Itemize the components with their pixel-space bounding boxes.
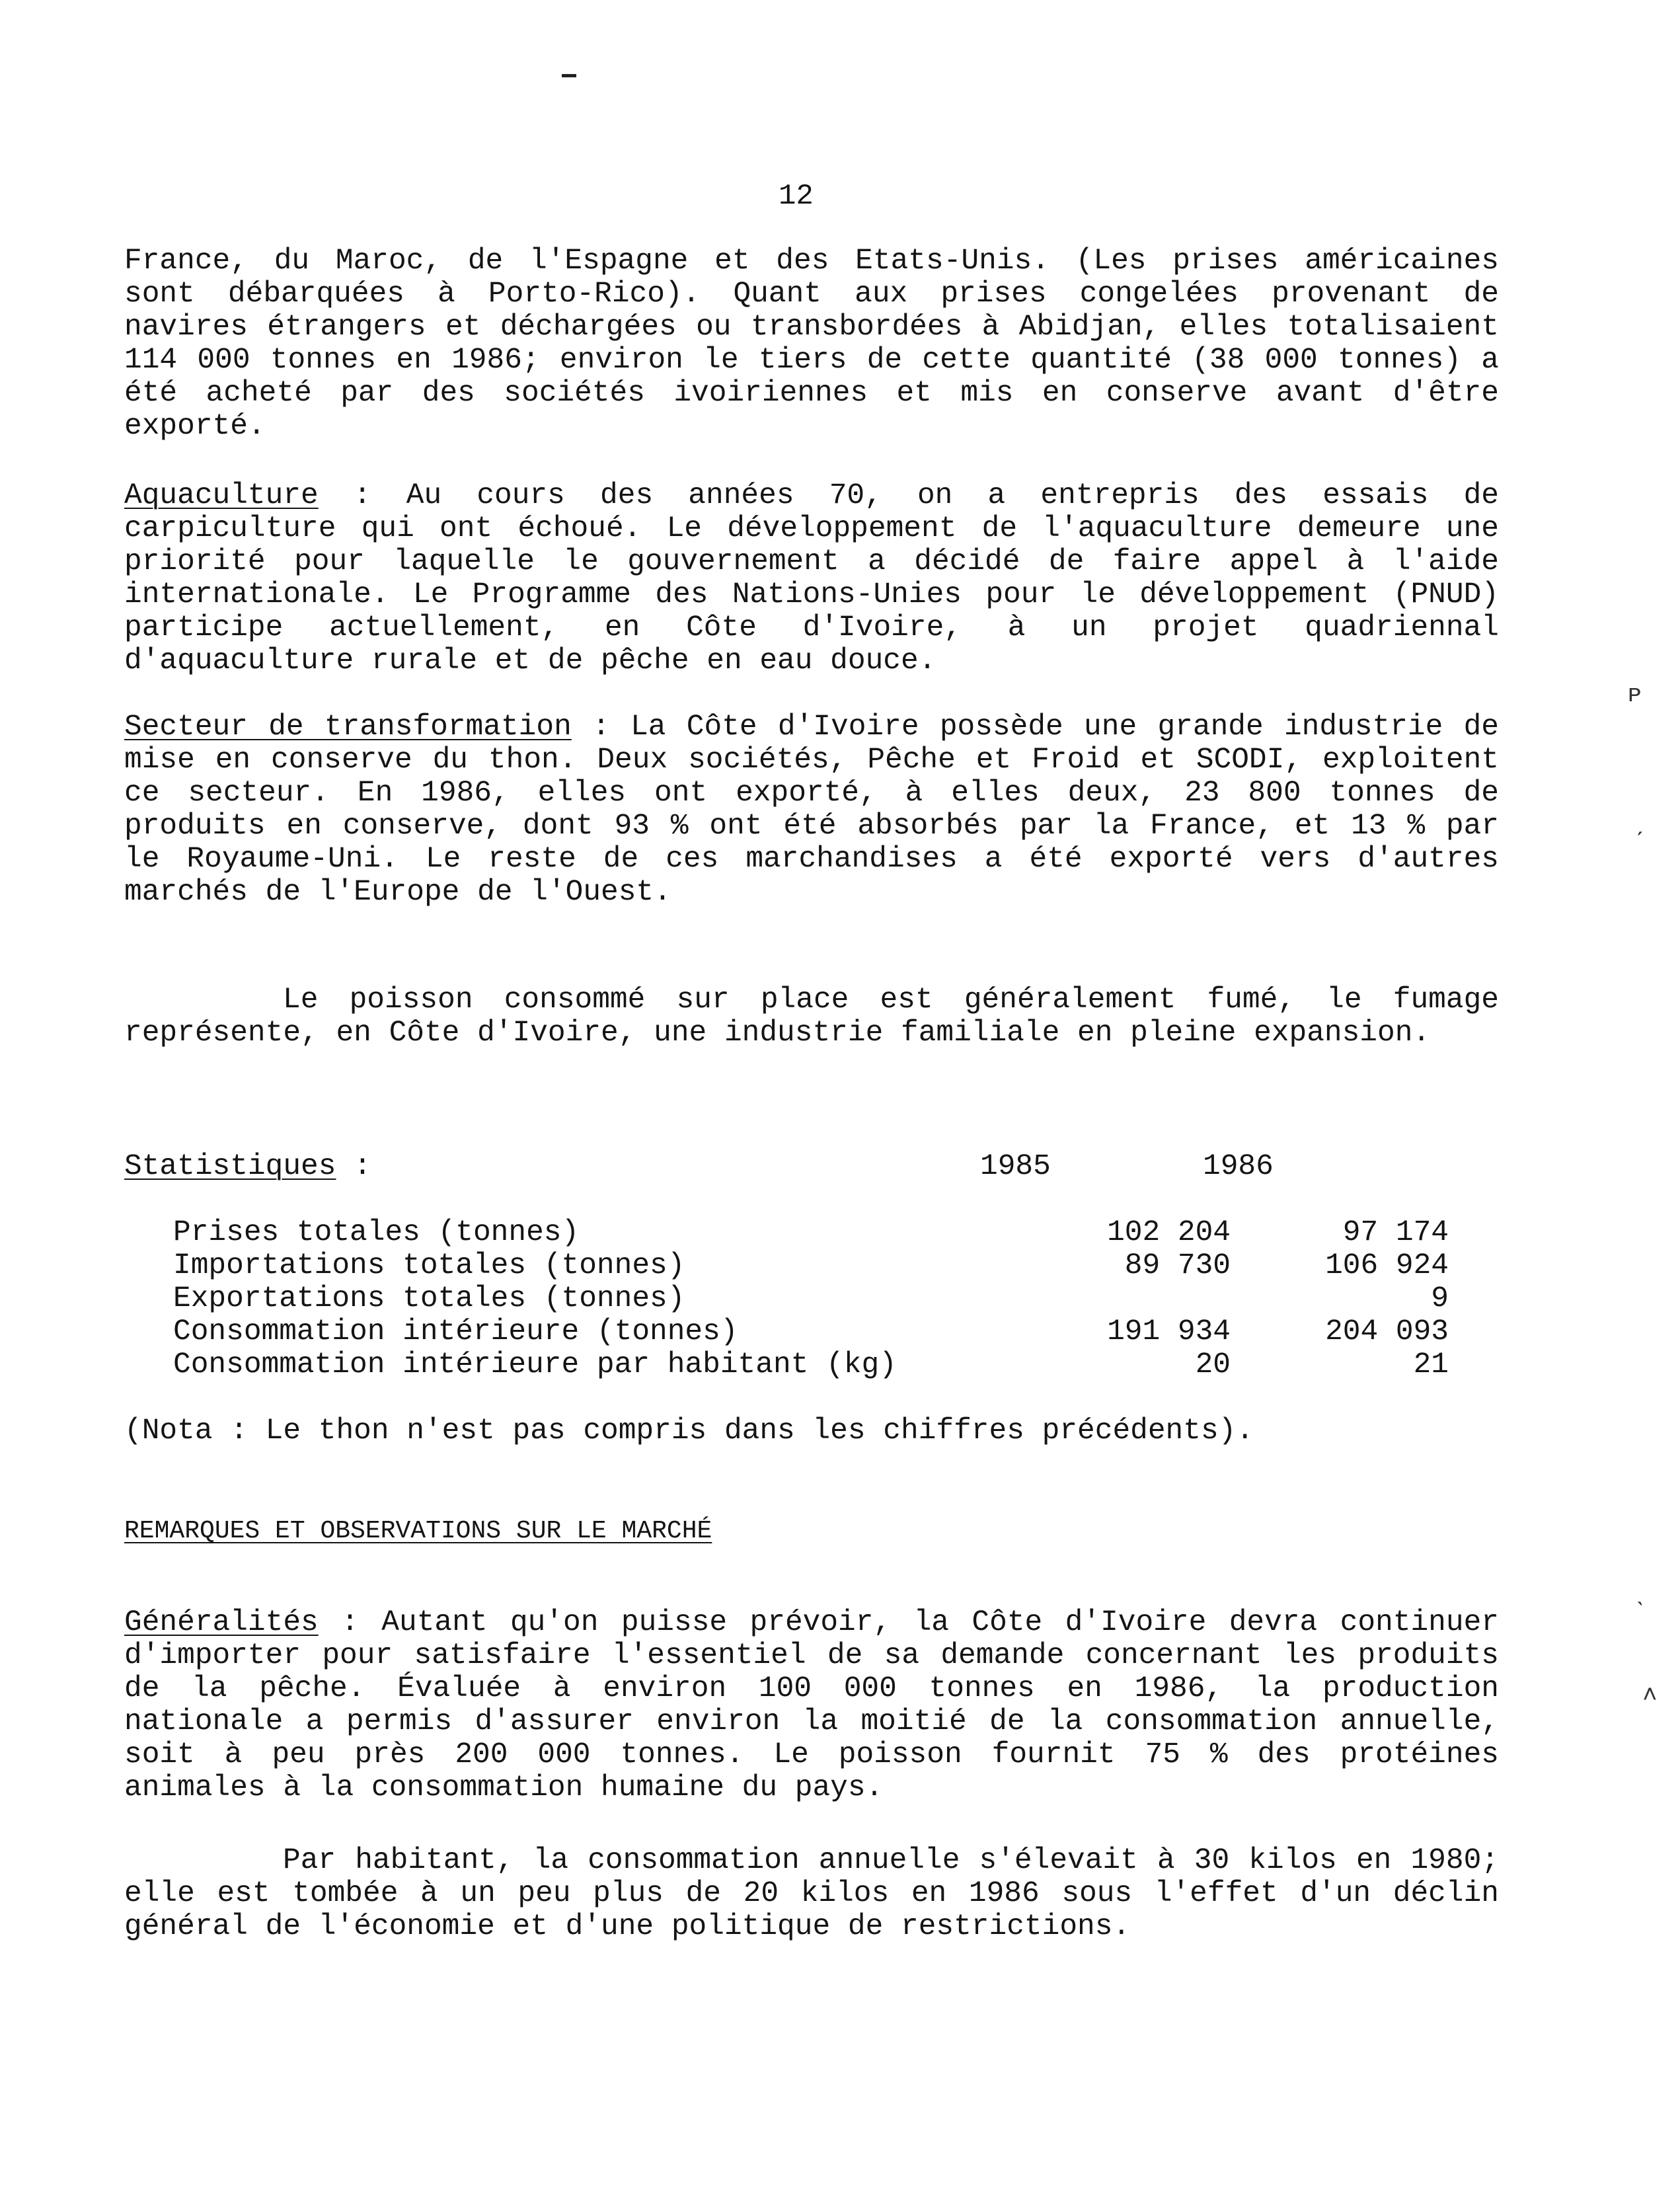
table-row — [173, 1282, 1449, 1315]
value-1985: 89 730 — [1124, 1249, 1231, 1282]
margin-mark: ˄ — [1642, 1682, 1658, 1711]
value-1985: 191 934 — [1107, 1315, 1231, 1348]
paragraph-text: France, du Maroc, de l'Espagne et des Etats-Unis. (Les prises américaines sont débarquées à Porto-Rico). Quant aux prises congelées provenant de navires étrangers et déchargées ou transbordées à Abidjan, elles totalisaient 114 000 tonnes en 1986; environ le tiers de cette quantité (38 000 tonnes) a été acheté par des sociétés ivoiriennes et mis en conserve avant d'être exporté. — [124, 245, 1499, 443]
page-number: 12 — [779, 180, 814, 213]
row-label: Consommation intérieure par habitant (kg) — [173, 1348, 897, 1381]
aquaculture-heading: Aquaculture — [124, 479, 319, 512]
paragraph-smoked-fish — [124, 984, 1499, 1050]
transformation-heading: Secteur de transformation — [124, 711, 572, 744]
paragraph-transformation — [124, 711, 1499, 909]
value-1986: 9 — [1431, 1282, 1449, 1315]
margin-mark: ᴩ — [1627, 681, 1642, 709]
statistics-note: (Nota : Le thon n'est pas compris dans les chiffres précédents). — [124, 1414, 1254, 1448]
section-title: REMARQUES ET OBSERVATIONS SUR LE MARCHÉ — [124, 1517, 712, 1545]
table-row — [173, 1249, 1449, 1282]
value-1986: 106 924 — [1325, 1249, 1449, 1282]
value-1986: 21 — [1413, 1348, 1449, 1381]
paragraph-per-capita — [124, 1844, 1499, 1943]
value-1986: 204 093 — [1325, 1315, 1449, 1348]
row-label: Exportations totales (tonnes) — [173, 1282, 685, 1315]
generalities-heading: Généralités — [124, 1606, 319, 1639]
value-1985: 20 — [1195, 1348, 1231, 1381]
row-label: Importations totales (tonnes) — [173, 1249, 685, 1282]
paragraph-text: : Au cours des années 70, on a entrepris des essais de carpiculture qui ont échoué. Le développement de l'aquaculture demeure une priorité pour laquelle le gouvernement a décidé de faire appel à l'aide internationale. Le Programme des Nations-Unies pour le développement (PNUD) participe actuellement, en Côte d'Ivoire, à un projet quadriennal d'aquaculture rurale et de pêche en eau douce. — [124, 479, 1499, 677]
paragraph-text: Par habitant, la consommation annuelle s'élevait à 30 kilos en 1980; elle est tombée à un peu plus de 20 kilos en 1986 sous l'effet d'un déclin général de l'économie et d'une politique de restrictions. — [124, 1844, 1499, 1943]
paragraph-aquaculture — [124, 479, 1499, 677]
statistics-table — [173, 1216, 1449, 1381]
paragraph-exports — [124, 245, 1499, 443]
margin-mark: ˏ — [1632, 810, 1648, 838]
row-label: Prises totales (tonnes) — [173, 1216, 580, 1249]
row-label: Consommation intérieure (tonnes) — [173, 1315, 738, 1348]
value-1985: 102 204 — [1107, 1216, 1231, 1249]
statistics-heading-suffix: : — [336, 1150, 371, 1183]
year-1986: 1986 — [1203, 1150, 1274, 1183]
paragraph-text: Le poisson consommé sur place est généralement fumé, le fumage représente, en Côte d'Ivoire, une industrie familiale en pleine expansion. — [124, 984, 1499, 1050]
value-1986: 97 174 — [1342, 1216, 1449, 1249]
margin-mark: ˎ — [1632, 1580, 1648, 1608]
table-row — [173, 1348, 1449, 1381]
statistics-heading: Statistiques — [124, 1150, 336, 1183]
year-1985: 1985 — [980, 1150, 1051, 1183]
paragraph-text: : La Côte d'Ivoire possède une grande industrie de mise en conserve du thon. Deux sociétés, Pêche et Froid et SCODI, exploitent ce secteur. En 1986, elles ont exporté, à elles deux, 23 800 tonnes de produits en conserve, dont 93 % ont été absorbés par la France, et 13 % par le Royaume-Uni. Le reste de ces marchandises a été exporté vers d'autres marchés de l'Europe de l'Ouest. — [124, 711, 1500, 909]
header-dash — [562, 74, 576, 77]
paragraph-generalities — [124, 1606, 1499, 1804]
paragraph-text: : Autant qu'on puisse prévoir, la Côte d'Ivoire devra continuer d'importer pour satisfaire l'essentiel de sa demande concernant les produits de la pêche. Évaluée à environ 100 000 tonnes en 1986, la production nationale a permis d'assurer environ la moitié de la consommation annuelle, soit à peu près 200 000 tonnes. Le poisson fournit 75 % des protéines animales à la consommation humaine du pays. — [124, 1606, 1499, 1804]
table-row — [173, 1216, 1449, 1249]
statistics-header — [124, 1150, 1446, 1183]
table-row — [173, 1315, 1449, 1348]
